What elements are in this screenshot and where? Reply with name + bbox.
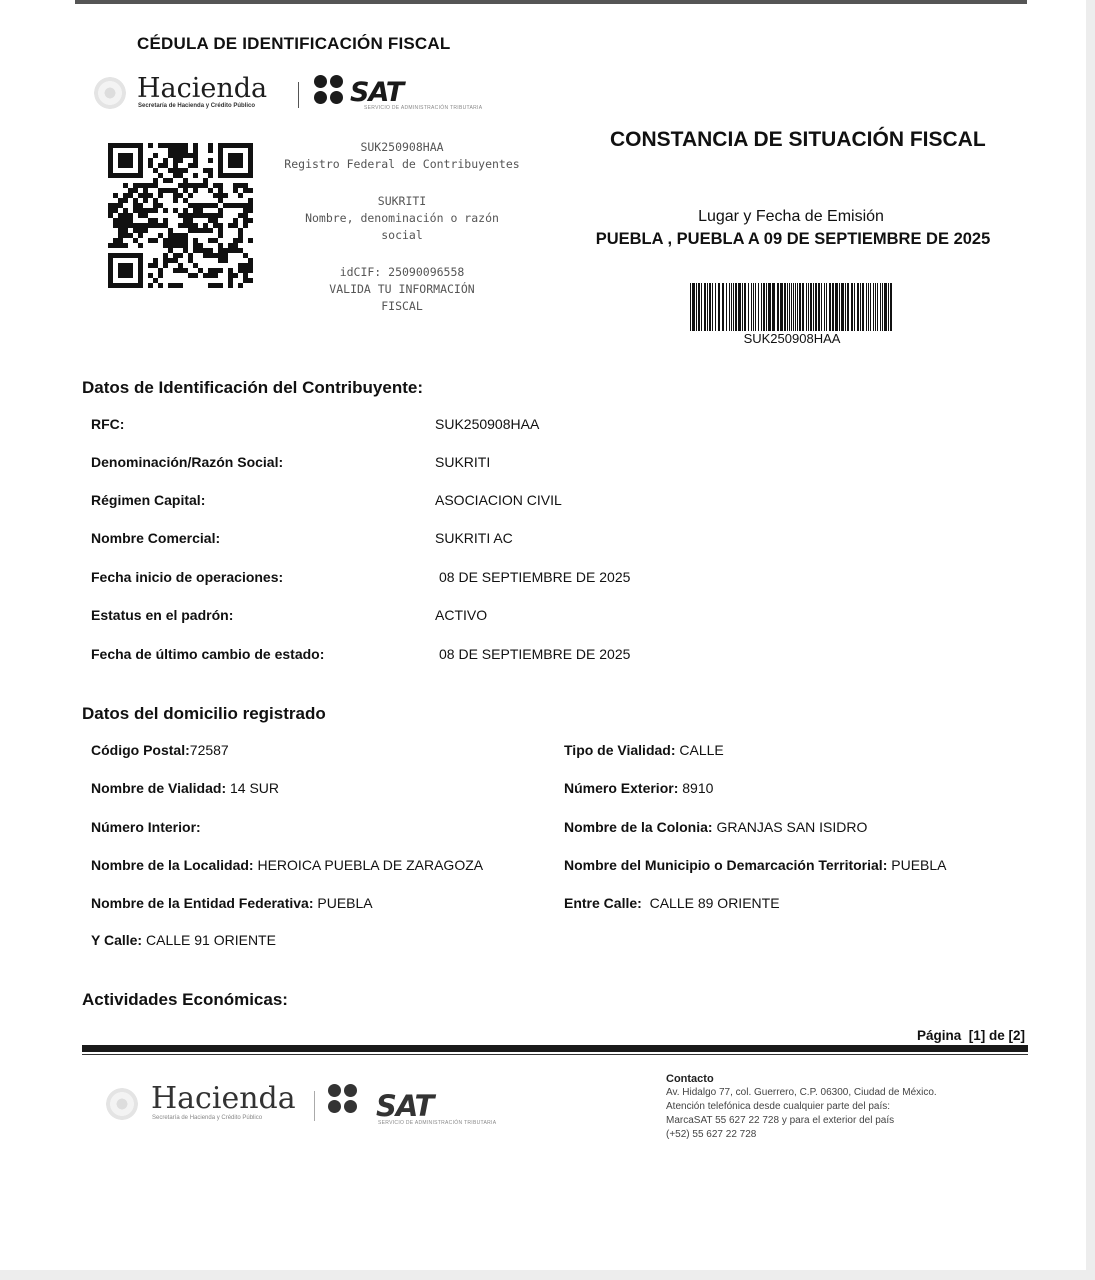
- tipo-vialidad-label: Tipo de Vialidad:: [564, 742, 676, 758]
- scan-edge-bar: [75, 0, 1027, 4]
- vialidad-field: [91, 780, 279, 796]
- hacienda-logo-subtitle: Secretaría de Hacienda y Crédito Público: [138, 103, 256, 109]
- y-calle-value: CALLE 91 ORIENTE: [146, 932, 276, 948]
- localidad-label: Nombre de la Localidad:: [91, 857, 254, 873]
- qr-name-caption-2: social: [381, 228, 423, 242]
- fecha-cambio-label: Fecha de último cambio de estado:: [91, 646, 325, 662]
- contact-block: [666, 1072, 937, 1142]
- main-title: CONSTANCIA DE SITUACIÓN FISCAL: [610, 128, 986, 151]
- razon-social-label: Denominación/Razón Social:: [91, 454, 284, 470]
- domicilio-title: Datos del domicilio registrado: [82, 704, 326, 723]
- hacienda-logo-text: Hacienda: [137, 73, 268, 104]
- numero-exterior-field: [564, 780, 713, 796]
- contact-title: Contacto: [666, 1073, 714, 1085]
- footer-logo-divider: [314, 1091, 315, 1121]
- colonia-value: GRANJAS SAN ISIDRO: [716, 819, 868, 835]
- lugar-label: Lugar y Fecha de Emisión: [698, 208, 884, 225]
- rfc-label: RFC:: [91, 416, 125, 432]
- localidad-value: HEROICA PUEBLA DE ZARAGOZA: [257, 857, 484, 873]
- qr-rfc-caption: Registro Federal de Contribuyentes: [284, 157, 520, 171]
- qr-info-block: [282, 139, 522, 315]
- cedula-title: CÉDULA DE IDENTIFICACIÓN FISCAL: [137, 34, 451, 53]
- qr-code: [108, 142, 253, 289]
- vialidad-value: 14 SUR: [230, 780, 280, 796]
- colonia-field: [564, 819, 867, 835]
- contact-line: MarcaSAT 55 627 22 728 y para el exterior del país: [666, 1115, 895, 1126]
- footer-logos: [102, 1083, 542, 1127]
- nombre-comercial-label: Nombre Comercial:: [91, 530, 221, 546]
- vialidad-label: Nombre de Vialidad:: [91, 780, 227, 796]
- tipo-vialidad-value: CALLE: [679, 742, 724, 758]
- qr-valida-1: VALIDA TU INFORMACIÓN: [329, 282, 475, 296]
- hacienda-emblem-icon: [90, 76, 130, 110]
- entre-calle-label: Entre Calle:: [564, 895, 642, 911]
- header-logos: [90, 74, 520, 114]
- contact-line: Av. Hidalgo 77, col. Guerrero, C.P. 06300, Ciudad de México.: [666, 1087, 937, 1098]
- qr-name-caption: Nombre, denominación o razón: [305, 211, 499, 225]
- estatus-label: Estatus en el padrón:: [91, 607, 234, 623]
- localidad-field: [91, 857, 483, 873]
- numero-interior-field: [91, 819, 201, 835]
- municipio-value: PUEBLA: [891, 857, 947, 873]
- fecha-inicio-label: Fecha inicio de operaciones:: [91, 569, 284, 585]
- footer-sat-logo-text: SAT: [376, 1089, 434, 1123]
- rfc-value: SUK250908HAA: [435, 416, 540, 432]
- sat-logo-subtitle: SERVICIO DE ADMINISTRACIÓN TRIBUTARIA: [364, 105, 483, 111]
- entidad-value: PUEBLA: [317, 895, 373, 911]
- y-calle-label: Y Calle:: [91, 932, 143, 948]
- codigo-postal-label: Código Postal:: [91, 742, 190, 758]
- contact-line: (+52) 55 627 22 728: [666, 1129, 757, 1140]
- razon-social-value: SUKRITI: [435, 454, 491, 470]
- qr-idcif: idCIF: 25090096558: [339, 265, 465, 279]
- footer-hacienda-logo-subtitle: Secretaría de Hacienda y Crédito Público: [152, 1115, 263, 1121]
- numero-exterior-label: Número Exterior:: [564, 780, 679, 796]
- codigo-postal-value: 72587: [189, 742, 229, 758]
- logo-divider: [298, 82, 299, 108]
- codigo-postal-field: [91, 742, 229, 758]
- lugar-value: PUEBLA , PUEBLA A 09 DE SEPTIEMBRE DE 2025: [595, 230, 991, 248]
- qr-name: SUKRITI: [377, 194, 427, 208]
- fecha-inicio-value: 08 DE SEPTIEMBRE DE 2025: [439, 569, 631, 585]
- regimen-value: ASOCIACION CIVIL: [435, 492, 562, 508]
- municipio-label: Nombre del Municipio o Demarcación Territorial:: [564, 857, 888, 873]
- numero-interior-label: Número Interior:: [91, 819, 201, 835]
- entidad-label: Nombre de la Entidad Federativa:: [91, 895, 314, 911]
- municipio-field: [564, 857, 947, 873]
- qr-rfc: SUK250908HAA: [360, 140, 444, 154]
- tipo-vialidad-field: [564, 742, 724, 758]
- qr-valida-2: FISCAL: [381, 299, 423, 313]
- entre-calle-field: [564, 895, 780, 911]
- barcode: [690, 283, 894, 331]
- numero-exterior-value: 8910: [682, 780, 714, 796]
- footer-rule: [82, 1045, 1028, 1052]
- y-calle-field: [91, 932, 276, 948]
- entidad-field: [91, 895, 373, 911]
- footer-rule-thin: [82, 1054, 1028, 1055]
- fecha-cambio-value: 08 DE SEPTIEMBRE DE 2025: [439, 646, 631, 662]
- footer-sat-logo-subtitle: SERVICIO DE ADMINISTRACIÓN TRIBUTARIA: [378, 1120, 497, 1126]
- colonia-label: Nombre de la Colonia:: [564, 819, 713, 835]
- sat-dots-icon: [314, 75, 343, 104]
- footer-sat-dots-icon: [328, 1084, 357, 1113]
- contact-line: Atención telefónica desde cualquier parte del país:: [666, 1101, 891, 1112]
- entre-calle-value: CALLE 89 ORIENTE: [649, 895, 780, 911]
- barcode-text: SUK250908HAA: [743, 331, 841, 346]
- actividades-title: Actividades Económicas:: [82, 990, 288, 1009]
- page-number: Página [1] de [2]: [917, 1028, 1026, 1043]
- estatus-value: ACTIVO: [435, 607, 488, 623]
- sat-logo-text: SAT: [350, 77, 404, 108]
- footer-hacienda-logo-text: Hacienda: [151, 1081, 296, 1116]
- footer-hacienda-emblem-icon: [102, 1087, 142, 1121]
- identificacion-title: Datos de Identificación del Contribuyente:: [82, 378, 423, 397]
- nombre-comercial-value: SUKRITI AC: [435, 530, 513, 546]
- regimen-label: Régimen Capital:: [91, 492, 206, 508]
